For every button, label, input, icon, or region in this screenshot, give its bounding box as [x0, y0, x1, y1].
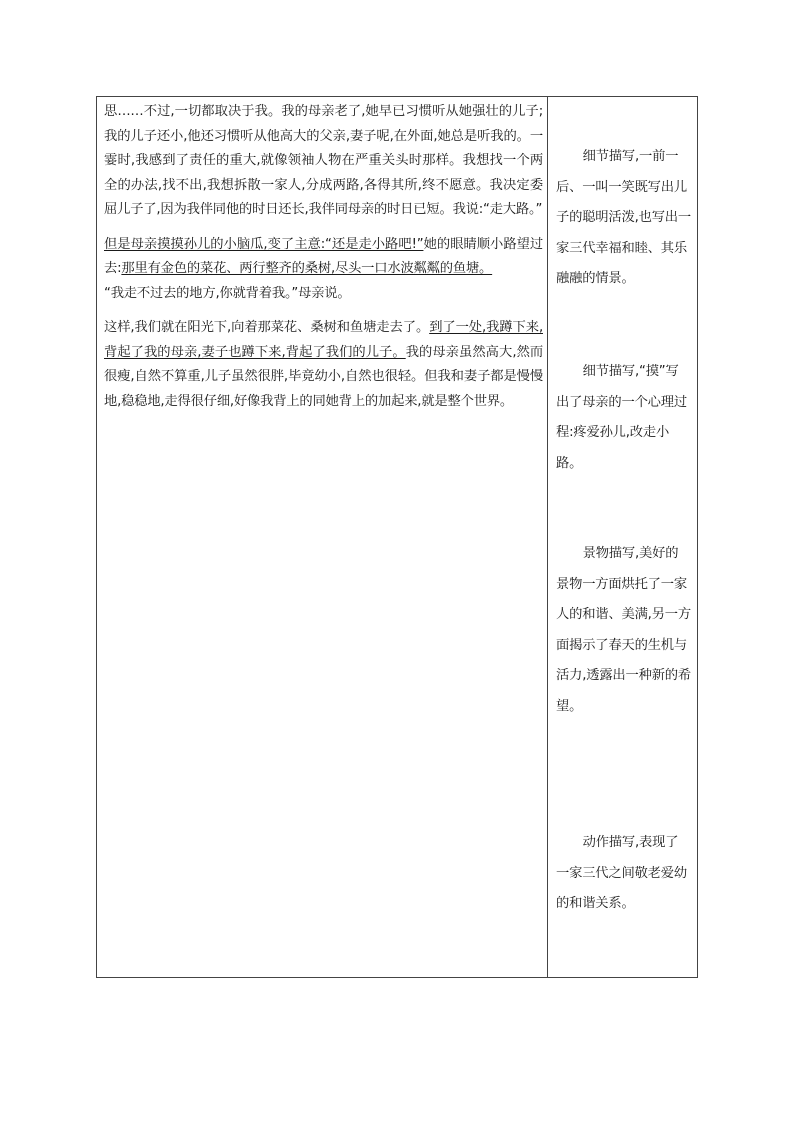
underlined-detail-touch: 但是母亲摸摸孙儿的小脑瓜,变了主意:“还是走小路吧!” [104, 236, 424, 252]
passage-column [97, 97, 548, 977]
passage-text: 这样,我们就在阳光下,向着那菜花、桑树和鱼塘走去了。 [104, 320, 430, 335]
passage-paragraph-1: 思……不过,一切都取决于我。我的母亲老了,她早已习惯听从她强壮的儿子;我的儿子还小,他还习惯听从他高大的父亲,妻子呢,在外面,她总是听我的。一霎时,我感到了责任的重大,就像领袖人物在严重关头时那样。我想找一个两全的办法,找不出,我想拆散一家人,分成两路,各得其所,终不愿意。我决定委屈儿子了,因为我伴同他的时日还长,我伴同母亲的时日已短。我说:“走大路。” [104, 104, 543, 217]
passage-paragraph-3 [104, 316, 543, 414]
annotation-action-description: 动作描写,表现了一家三代之间敬老爱幼的和谐关系。 [556, 835, 687, 911]
annotation-scenery-description: 景物描写,美好的景物一方面烘托了一家人的和谐、美满,另一方面揭示了春天的生机与活力,透露出一种新的希望。 [556, 546, 691, 714]
underlined-action: 到了一处,我蹲下来,背起了我的母亲,妻子也蹲下来,背起了我们的儿子。 [104, 320, 543, 360]
passage-paragraph-2 [104, 233, 543, 307]
passage-text: “我走不过去的地方,你就背着我。”母亲说。 [104, 285, 351, 301]
underlined-scenery: 那里有金色的菜花、两行整齐的桑树,尽头一口水波粼粼的鱼塘。 [121, 261, 493, 276]
annotation-detail-description: 细节描写,一前一后、一叫一笑既写出儿子的聪明活泼,也写出一家三代幸福和睦、其乐融融的情景。 [556, 149, 691, 286]
annotation-column [548, 97, 697, 977]
annotation-touch-detail: 细节描写,“摸”写出了母亲的一个心理过程:疼爱孙儿,改走小路。 [556, 364, 687, 471]
passage-text: 我的母亲虽然高大,然而很瘦,自然不算重,儿子虽然很胖,毕竟幼小,自然也很轻。但我和妻子都是慢慢地,稳稳地,走得很仔细,好像我背上的同她背上的加起来,就是整个世界。 [104, 344, 543, 409]
passage-text: 她的眼睛顺小路望过去: [104, 236, 543, 276]
text-analysis-table [96, 96, 698, 978]
